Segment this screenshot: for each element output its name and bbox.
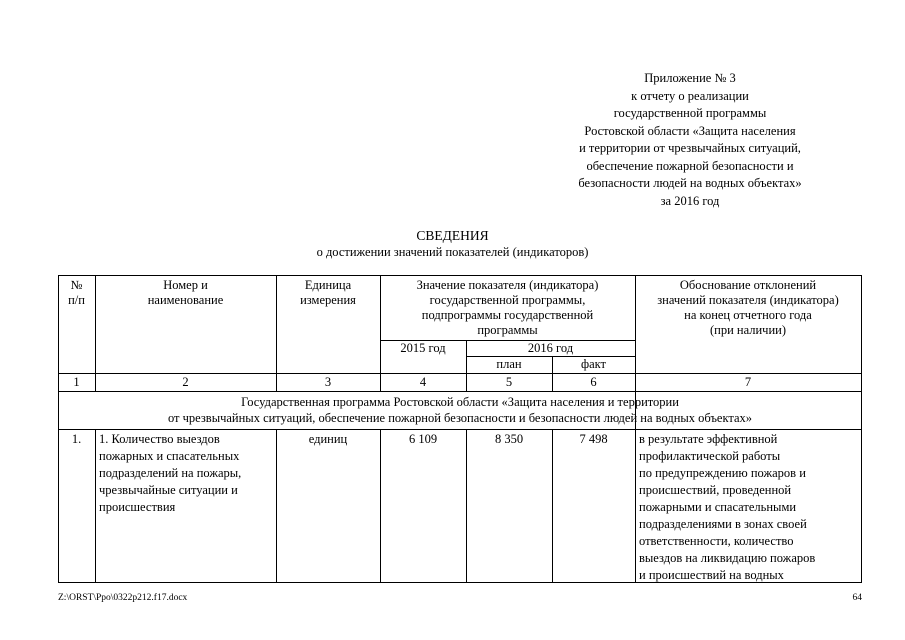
table-col-line bbox=[276, 429, 277, 582]
col-number: 5 bbox=[505, 375, 513, 389]
header-fact: факт bbox=[580, 357, 607, 371]
appendix-line: за 2016 год bbox=[660, 193, 720, 208]
col-number: 4 bbox=[419, 375, 427, 389]
table-col-line bbox=[466, 429, 467, 582]
appendix-line: к отчету о реализации bbox=[631, 88, 749, 103]
table-col-line bbox=[380, 429, 381, 582]
col-number: 7 bbox=[744, 375, 752, 389]
footer-file-path: Z:\ORST\Ppo\0322p212.f17.docx bbox=[58, 593, 188, 603]
table-rule bbox=[58, 373, 862, 374]
header-value: Значение показателя (индикатора) государственной программы, подпрограммы государственной программы bbox=[416, 278, 599, 337]
document-title: СВЕДЕНИЯ bbox=[416, 228, 489, 243]
col-number: 6 bbox=[590, 375, 597, 389]
header-unit: Единица измерения bbox=[300, 278, 356, 307]
header-plan: план bbox=[496, 357, 522, 371]
row-num: 1. bbox=[71, 432, 82, 446]
row-name: 1. Количество выездов пожарных и спасательных подразделений на пожары, чрезвычайные ситуации и происшествия bbox=[99, 432, 242, 514]
row-plan: 8 350 bbox=[494, 432, 524, 446]
header-num: № п/п bbox=[68, 278, 85, 307]
col-number: 3 bbox=[324, 375, 332, 389]
row-2015: 6 109 bbox=[408, 432, 438, 446]
header-2015: 2015 год bbox=[400, 341, 446, 355]
table-border-right bbox=[861, 275, 862, 583]
document-subtitle: о достижении значений показателей (индикаторов) bbox=[316, 245, 589, 259]
row-reason: в результате эффективной профилактической работы по предупреждению пожаров и происшествий, проведенной пожарными и спасательными подразделениями в зонах своей ответственности, количество выездов на ликвидацию пожаров и происшествий на водных bbox=[639, 432, 816, 582]
header-reason: Обоснование отклонений значений показателя (индикатора) на конец отчетного года (при наличии) bbox=[657, 278, 839, 337]
appendix-line: и территории от чрезвычайных ситуаций, bbox=[579, 141, 801, 155]
row-fact: 7 498 bbox=[579, 432, 608, 446]
table-rule bbox=[58, 429, 862, 430]
table-col-line bbox=[552, 429, 553, 582]
appendix-line: безопасности людей на водных объектах» bbox=[578, 176, 802, 190]
appendix-line: Приложение № 3 bbox=[644, 71, 736, 85]
appendix-header bbox=[520, 70, 860, 210]
header-2016: 2016 год bbox=[527, 341, 574, 355]
appendix-line: Ростовской области «Защита населения bbox=[584, 123, 796, 138]
indicators-table bbox=[58, 275, 862, 583]
header-name: Номер и наименование bbox=[147, 278, 224, 307]
col-number: 1 bbox=[73, 375, 80, 389]
appendix-line: обеспечение пожарной безопасности и bbox=[586, 158, 794, 173]
col-number: 2 bbox=[182, 375, 189, 389]
table-border-top bbox=[58, 275, 862, 276]
table-border-left bbox=[58, 275, 59, 583]
table-rule bbox=[58, 391, 862, 392]
row-unit: единиц bbox=[308, 432, 348, 446]
table-col-line bbox=[95, 429, 96, 582]
footer-page-number: 64 bbox=[852, 593, 862, 603]
section-row: Государственная программа Ростовской области «Защита населения и территории от чрезвычайных ситуаций, обеспечение пожарной безопасности и безопасности людей на водных объектах» bbox=[167, 395, 753, 425]
appendix-line: государственной программы bbox=[613, 106, 767, 120]
